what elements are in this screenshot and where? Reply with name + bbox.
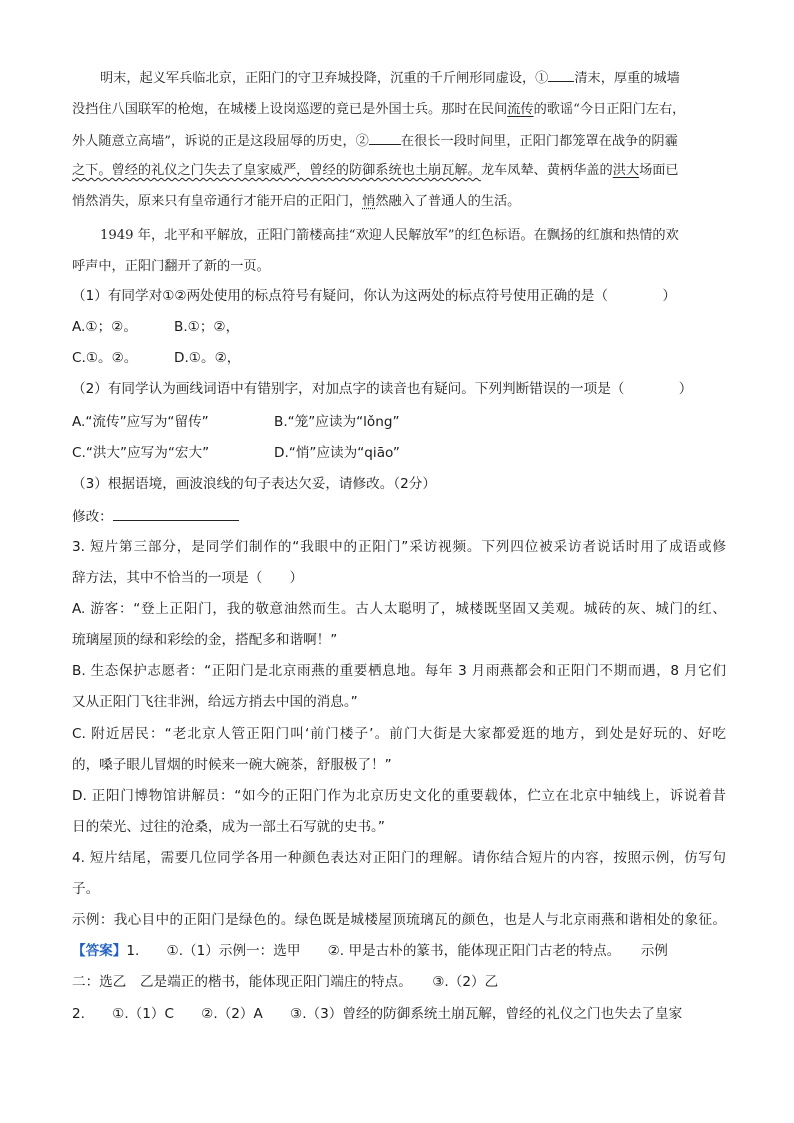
answers-line-3: 2. ①.（1）C ②.（2）A ③.（3）曾经的防御系统土崩瓦解，曾经的礼仪之门也失去了皇家 xyxy=(72,1006,683,1022)
q2-3-answer-line: 修改： xyxy=(72,506,239,527)
q3-stem-line-1: 3. 短片第三部分，是同学们制作的“我眼中的正阳门”采访视频。下列四位被采访者说话时用了成语或修 xyxy=(72,539,726,555)
dotted-char-qiao: 悄 xyxy=(362,194,376,209)
passage-line-4: 之下。曾经的礼仪之门失去了皇家威严，曾经的防御系统也土崩瓦解。龙车凤辇、黄柄华盖的洪大场面已 xyxy=(72,163,679,178)
q2-2-option-b: B.“笼”应读为“lǒng” xyxy=(274,414,400,430)
passage-line-3: 外人随意立高墙”，诉说的正是这段屈辱的历史，② 在很长一段时间里，正阳门都笼罩在战争的阴霾 xyxy=(72,130,678,152)
answer-blank xyxy=(113,506,239,521)
q4-example: 示例：我心目中的正阳门是绿色的。绿色既是城楼屋顶琉璃瓦的颜色，也是人与北京雨燕和谐相处的象征。 xyxy=(72,912,726,928)
q3-option-c-line-2: 的，嗓子眼儿冒烟的时候来一碗大碗茶，舒服极了！” xyxy=(72,757,392,773)
q3-option-a-line-2: 琉璃屋顶的绿和彩绘的金，搭配多和谐啊！” xyxy=(72,632,338,648)
passage-line-1: 明末，起义军兵临北京，正阳门的守卫弃城投降，沉重的千斤闸形同虚设，① 清末，厚重的城墙 xyxy=(100,67,680,89)
q2-2-stem: （2）有同学认为画线词语中有错别字，对加点字的读音也有疑问。下列判断错误的一项是（ ） xyxy=(72,381,693,397)
q4-stem-line-1: 4. 短片结尾，需要几位同学各用一种颜色表达对正阳门的理解。请你结合短片的内容，按照示例，仿写句 xyxy=(72,850,726,866)
blank-1 xyxy=(548,67,574,82)
q2-1-option-d: D.①。②， xyxy=(174,350,241,366)
q2-3-stem: （3）根据语境，画波浪线的句子表达欠妥，请修改。（2分） xyxy=(72,476,436,492)
passage-line-5: 悄然消失，原来只有皇帝通行才能开启的正阳门，悄然融入了普通人的生活。 xyxy=(72,194,521,209)
q4-stem-line-2: 子。 xyxy=(72,881,100,897)
passage2-line-2: 呼声中，正阳门翻开了新的一页。 xyxy=(72,259,270,274)
q2-2-option-a: A.“流传”应写为“留传” xyxy=(72,414,209,430)
q3-option-d-line-2: 日的荣光、过往的沧桑，成为一部土石写就的史书。” xyxy=(72,819,385,835)
q3-stem-line-2: 辞方法，其中不恰当的一项是（ ） xyxy=(72,570,304,586)
underlined-word-hongda: 洪大 xyxy=(612,163,640,178)
q3-option-d-line-1: D. 正阳门博物馆讲解员：“如今的正阳门作为北京历史文化的重要载体，伫立在北京中轴线上，诉说着昔 xyxy=(72,788,726,804)
underlined-word-liuchuan: 流传 xyxy=(507,102,534,117)
passage2-line-1: 1949 年，北平和平解放，正阳门箭楼高挂“欢迎人民解放军”的红色标语。在飘扬的红旗和热情的欢 xyxy=(100,228,679,243)
q2-1-option-b: B.①；②， xyxy=(174,319,240,335)
q2-2-option-d: D.“悄”应读为“qiāo” xyxy=(274,445,400,461)
q3-option-a-line-1: A. 游客：“登上正阳门，我的敬意油然而生。古人太聪明了，城楼既坚固又美观。城砖的灰、城门的红、 xyxy=(72,601,726,617)
q2-2-option-c: C.“洪大”应写为“宏大” xyxy=(72,445,210,461)
answer-tag: 【答案】 xyxy=(72,943,127,959)
answers-line-2: 二：选乙 乙是端正的楷书，能体现正阳门端庄的特点。 ③.（2）乙 xyxy=(72,974,499,990)
q3-option-b-line-2: 又从正阳门飞往非洲，给远方捎去中国的消息。” xyxy=(72,694,358,710)
wavy-sentence: 之下。曾经的礼仪之门失去了皇家威严，曾经的防御系统也土崩瓦解。 xyxy=(72,163,481,178)
blank-2 xyxy=(369,130,401,145)
q3-option-b-line-1: B. 生态保护志愿者：“正阳门是北京雨燕的重要栖息地。每年 3 月雨燕都会和正阳门不期而遇，8 月它们 xyxy=(72,663,726,679)
q2-1-option-c: C.①。②。 xyxy=(72,350,138,366)
q2-1-option-a: A.①；②。 xyxy=(72,319,137,335)
q2-1-stem: （1）有同学对①②两处使用的标点符号有疑问，你认为这两处的标点符号使用正确的是（ ） xyxy=(72,288,676,304)
q3-option-c-line-1: C. 附近居民：“老北京人管正阳门叫‘前门楼子’。前门大街是大家都爱逛的地方，到处是好玩的、好吃 xyxy=(72,726,726,742)
passage-line-2: 没挡住八国联军的枪炮，在城楼上设岗巡逻的竟已是外国士兵。那时在民间流传的歌谣“今日正阳门左右， xyxy=(72,102,686,117)
answers-line-1: 【答案】1. ①.（1）示例一：选甲 ②. 甲是古朴的篆书，能体现正阳门古老的特点。 示例 xyxy=(72,943,668,959)
